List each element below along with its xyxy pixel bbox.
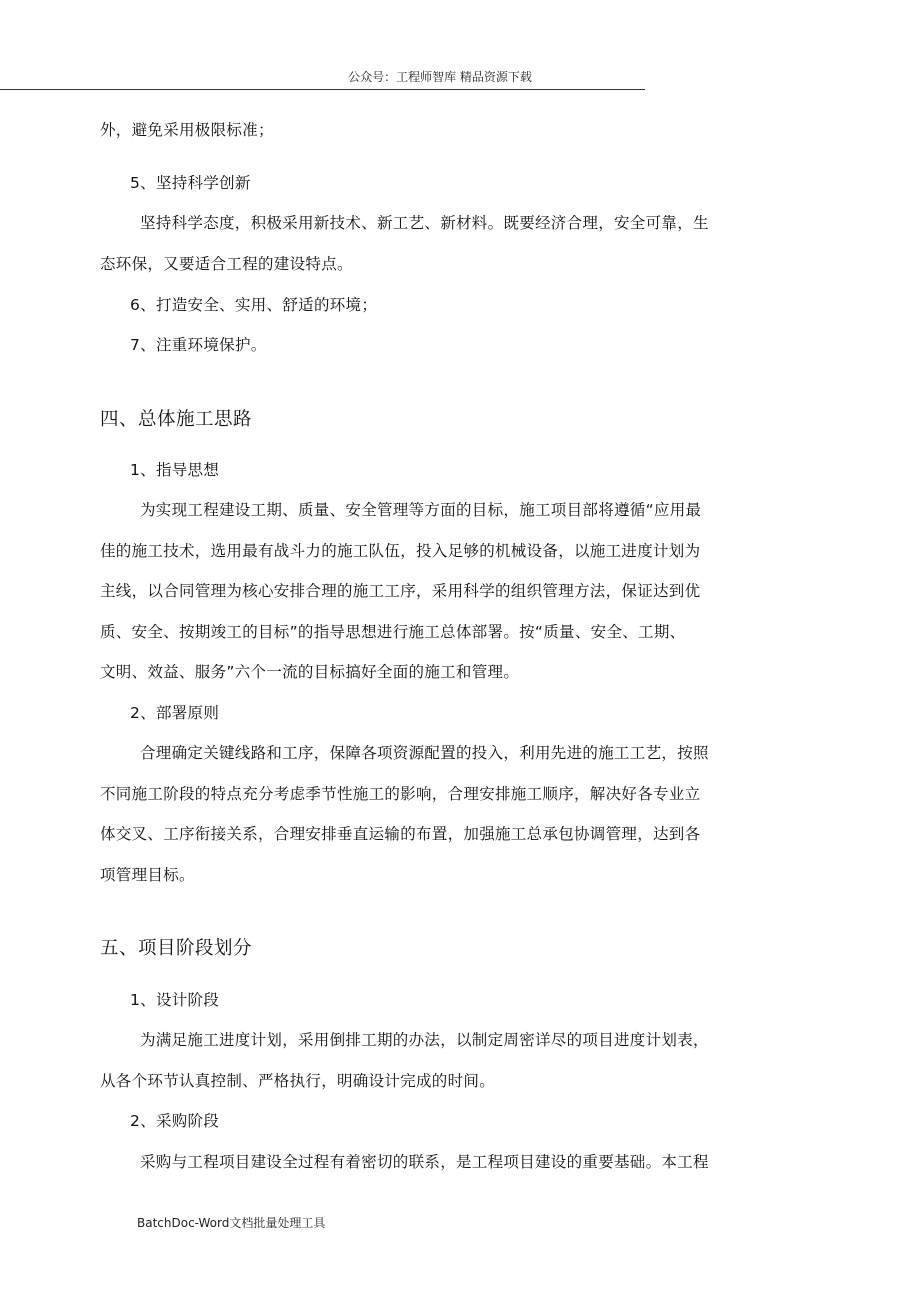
paragraph-line: 为实现工程建设工期、质量、安全管理等方面的目标，施工项目部将遵循“应用最 [140,501,702,519]
header-divider [0,89,645,90]
paragraph-line: 合理确定关键线路和工序，保障各项资源配置的投入，利用先进的施工工艺，按照 [140,744,709,762]
subsection-heading: 2、采购阶段 [130,1112,220,1130]
subsection-heading: 1、设计阶段 [130,991,220,1009]
paragraph-line: 采购与工程项目建设全过程有着密切的联系，是工程项目建设的重要基础。本工程 [140,1153,709,1171]
list-item-heading: 6、打造安全、实用、舒适的环境； [130,296,378,314]
paragraph-line: 文明、效益、服务”六个一流的目标搞好全面的施工和管理。 [100,663,520,681]
paragraph-line: 体交叉、工序衔接关系，合理安排垂直运输的布置，加强施工总承包协调管理，达到各 [100,825,701,843]
section-heading-5: 五、项目阶段划分 [100,938,253,959]
paragraph-line: 项管理目标。 [100,866,195,884]
paragraph-line: 为满足施工进度计划，采用倒排工期的办法，以制定周密详尽的项目进度计划表， [140,1031,709,1049]
list-item-heading: 5、坚持科学创新 [130,174,251,192]
page-footer: BatchDoc-Word文档批量处理工具 [137,1216,326,1230]
subsection-heading: 2、部署原则 [130,704,220,722]
body-text-line: 外，避免采用极限标准； [100,121,274,139]
paragraph-line: 态环保，又要适合工程的建设特点。 [100,255,353,273]
paragraph-line: 佳的施工技术，选用最有战斗力的施工队伍，投入足够的机械设备，以施工进度计划为 [100,542,701,560]
section-heading-4: 四、总体施工思路 [100,409,253,430]
paragraph-line: 从各个环节认真控制、严格执行，明确设计完成的时间。 [100,1072,496,1090]
paragraph-line: 质、安全、按期竣工的目标”的指导思想进行施工总体部署。按“质量、安全、工期、 [100,623,686,641]
paragraph-line: 坚持科学态度，积极采用新技术、新工艺、新材料。既要经济合理，安全可靠，生 [140,214,709,232]
paragraph-line: 主线，以合同管理为核心安排合理的施工工序，采用科学的组织管理方法，保证达到优 [100,582,701,600]
list-item-heading: 7、注重环境保护。 [130,336,267,354]
paragraph-line: 不同施工阶段的特点充分考虑季节性施工的影响，合理安排施工顺序，解决好各专业立 [100,785,701,803]
subsection-heading: 1、指导思想 [130,461,220,479]
page-header: 公众号：工程师智库 精品资源下载 [348,70,532,84]
